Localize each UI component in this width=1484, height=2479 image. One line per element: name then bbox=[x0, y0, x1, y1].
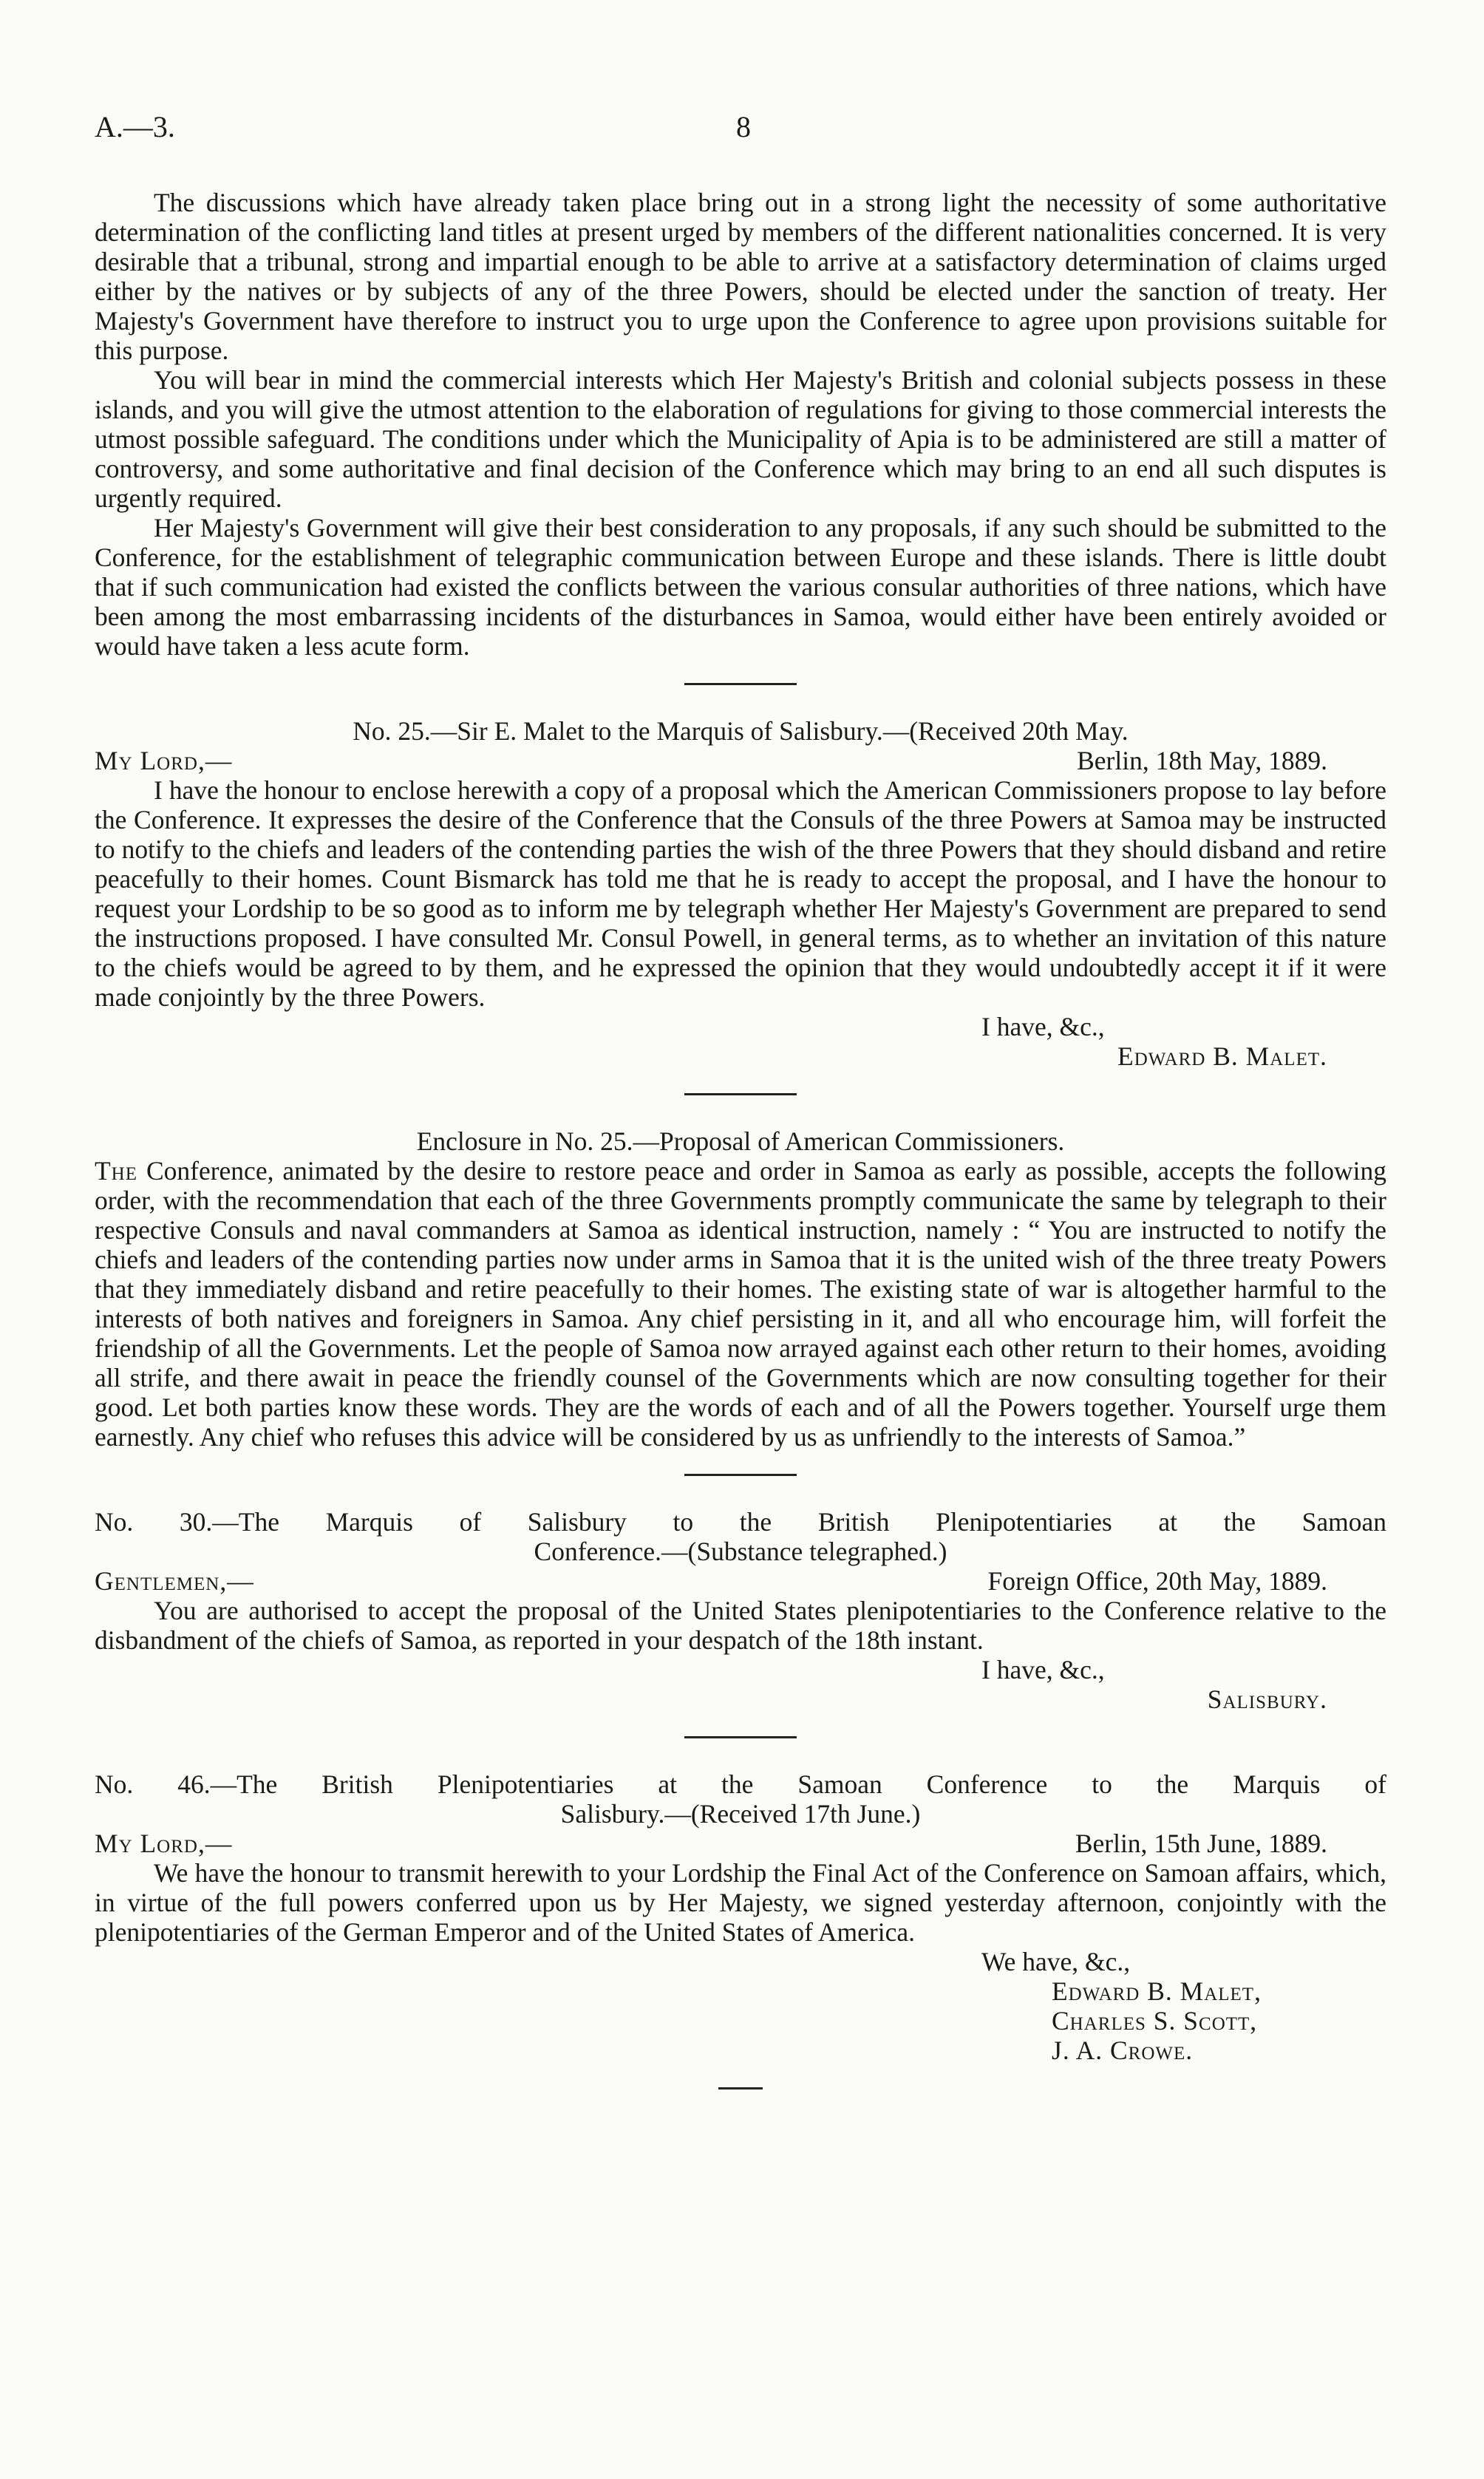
section-divider bbox=[684, 683, 797, 685]
despatch-30 bbox=[95, 1507, 1386, 1714]
despatch-heading-continued: Salisbury.—(Received 17th June.) bbox=[560, 1799, 921, 1829]
salutation-row bbox=[95, 1829, 1386, 1858]
enclosure-text: Conference, animated by the desire to restore peace and order in Samoa as early as possible, accepts the following order, with the recommendation that each of the three Governments promptly communicate the same by telegraph to their respective Consuls and naval commanders at Samoa as identical instruction, namely : “ You are instructed to notify the chiefs and leaders of the contending parties now under arms in Samoa that it is the united wish of the three treaty Powers that they immediately disband and retire peacefully to their homes. The existing state of war is altogether harmful to the interests of both natives and foreigners in Samoa. Any chief persisting in it, and all who encourage him, will forfeit the friendship of all the Governments. Let the people of Samoa now arrayed against each other return to their homes, avoiding all strife, and there await in peace the friendly counsel of the Governments which are now consulting together for their good. Let both parties know these words. They are the words of each and of all the Powers together. Yourself urge them earnestly. Any chief who refuses this advice will be considered by us as unfriendly to the interests of Samoa.” bbox=[95, 1156, 1386, 1452]
document-body bbox=[95, 188, 1386, 2089]
page-header bbox=[95, 112, 1386, 149]
signatory: J. A. Crowe. bbox=[1052, 2036, 1194, 2065]
despatch-25 bbox=[95, 716, 1386, 1071]
despatch-heading-continued: Conference.—(Substance telegraphed.) bbox=[534, 1537, 947, 1566]
despatch-heading: No. 46.—The British Plenipotentiaries at the Samoan Conference to the Marquis of bbox=[95, 1769, 1386, 1799]
closing: I have, &c., bbox=[981, 1012, 1105, 1041]
closing: We have, &c., bbox=[981, 1947, 1131, 1976]
place-date: Foreign Office, 20th May, 1889. bbox=[987, 1566, 1327, 1596]
section-divider bbox=[684, 1093, 797, 1095]
salutation: My Lord,— bbox=[95, 746, 233, 775]
salutation: Gentlemen,— bbox=[95, 1566, 254, 1596]
closing: I have, &c., bbox=[981, 1655, 1105, 1684]
intro-paragraph: Her Majesty's Government will give their best consideration to any proposals, if any such should be submitted to the Conference, for the establishment of telegraphic communication between Europe and these islands. There is little doubt that if such communication had existed the conflicts between the various consular authorities of three nations, which have been among the most embarrassing incidents of the disturbances in Samoa, would either have been entirely avoided or would have taken a less acute form. bbox=[95, 513, 1386, 661]
enclosure-lead-word: The bbox=[95, 1156, 138, 1186]
end-divider bbox=[718, 2087, 763, 2089]
despatch-heading: No. 25.—Sir E. Malet to the Marquis of Salisbury.—(Received 20th May. bbox=[353, 716, 1129, 746]
salutation-row bbox=[95, 1566, 1386, 1596]
despatch-46 bbox=[95, 1769, 1386, 2065]
section-divider bbox=[684, 1736, 797, 1738]
intro-section bbox=[95, 188, 1386, 661]
signature: Salisbury. bbox=[1207, 1684, 1327, 1714]
section-divider bbox=[684, 1474, 797, 1476]
place-date: Berlin, 18th May, 1889. bbox=[1077, 746, 1327, 775]
salutation: My Lord,— bbox=[95, 1829, 233, 1858]
document-page bbox=[95, 0, 1386, 2479]
enclosure-body bbox=[95, 1156, 1386, 1452]
signature: Edward B. Malet. bbox=[1117, 1041, 1327, 1071]
intro-paragraph: You will bear in mind the commercial interests which Her Majesty's British and colonial subjects possess in these islands, and you will give the utmost attention to the elaboration of regulations for giving to those commercial interests the utmost possible safeguard. The conditions under which the Municipality of Apia is to be administered are still a matter of controversy, and some authoritative and final decision of the Conference which may bring to an end all such disputes is urgently required. bbox=[95, 365, 1386, 513]
place-date: Berlin, 15th June, 1889. bbox=[1075, 1829, 1327, 1858]
signatory: Edward B. Malet, bbox=[1052, 1976, 1262, 2006]
enclosure-heading: Enclosure in No. 25.—Proposal of American Commissioners. bbox=[416, 1126, 1065, 1156]
despatch-heading: No. 30.—The Marquis of Salisbury to the British Plenipotentiaries at the Samoan bbox=[95, 1507, 1386, 1537]
document-code: A.—3. bbox=[95, 110, 175, 143]
intro-paragraph: The discussions which have already taken place bring out in a strong light the necessity of some authoritative determination of the conflicting land titles at present urged by members of the different nationalities concerned. It is very desirable that a tribunal, strong and impartial enough to be able to arrive at a satisfactory determination of claims urged either by the natives or by subjects of any of the three Powers, should be elected under the sanction of treaty. Her Majesty's Government have therefore to instruct you to urge upon the Conference to agree upon provisions suitable for this purpose. bbox=[95, 188, 1386, 365]
despatch-body: You are authorised to accept the proposal of the United States plenipotentiaries to the Conference relative to the disbandment of the chiefs of Samoa, as reported in your despatch of the 18th instant. bbox=[95, 1596, 1386, 1655]
signatory-list bbox=[95, 1976, 1386, 2065]
page-number: 8 bbox=[736, 110, 751, 143]
despatch-body: We have the honour to transmit herewith to your Lordship the Final Act of the Conference on Samoan affairs, which, in virtue of the full powers conferred upon us by Her Majesty, we signed yesterday afternoon, conjointly with the plenipotentiaries of the German Emperor and of the United States of America. bbox=[95, 1858, 1386, 1947]
despatch-body: I have the honour to enclose herewith a copy of a proposal which the American Commissioners propose to lay before the Conference. It expresses the desire of the Conference that the Consuls of the three Powers at Samoa may be instructed to notify to the chiefs and leaders of the contending parties the wish of the three Powers that they should disband and retire peacefully to their homes. Count Bismarck has told me that he is ready to accept the proposal, and I have the honour to request your Lordship to be so good as to inform me by telegraph whether Her Majesty's Government are prepared to send the instructions proposed. I have consulted Mr. Consul Powell, in general terms, as to whether an invitation of this nature to the chiefs would be agreed to by them, and he expressed the opinion that they would undoubtedly accept it if it were made conjointly by the three Powers. bbox=[95, 775, 1386, 1012]
enclosure-25 bbox=[95, 1126, 1386, 1452]
salutation-row bbox=[95, 746, 1386, 775]
signatory: Charles S. Scott, bbox=[1052, 2006, 1258, 2036]
